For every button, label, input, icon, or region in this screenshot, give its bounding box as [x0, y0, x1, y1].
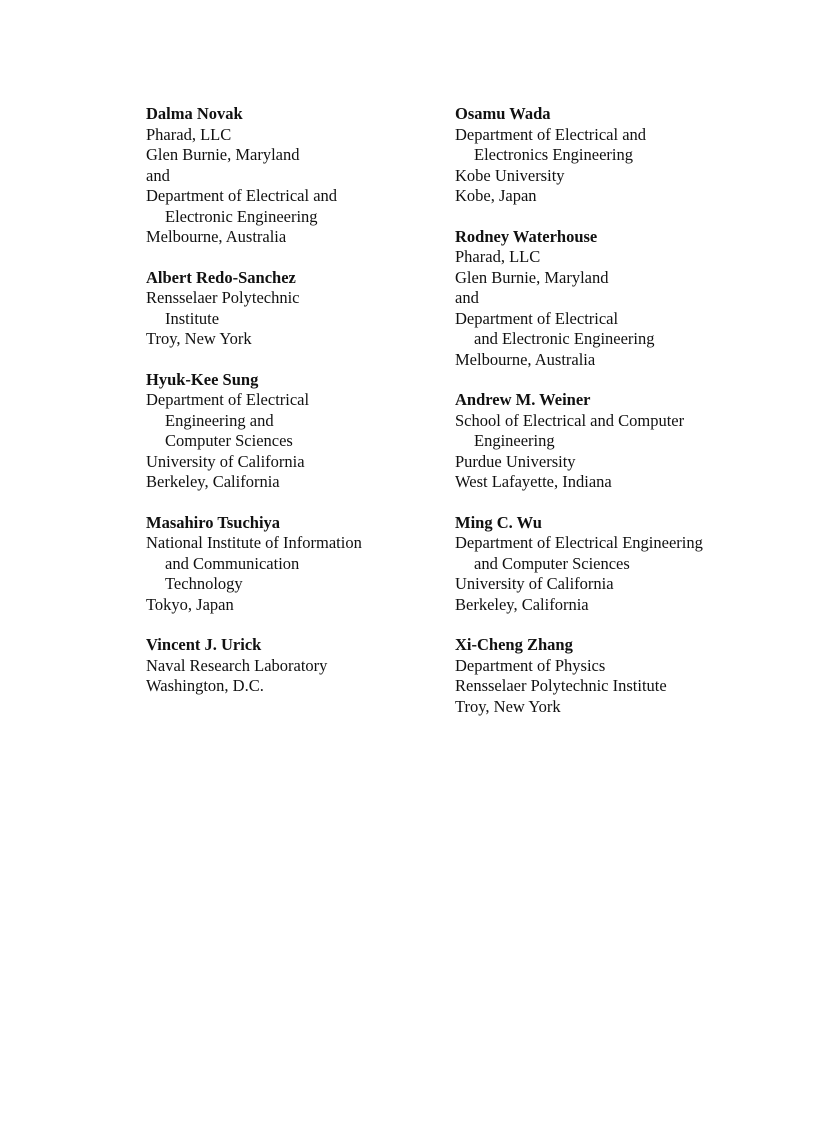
contributor-entry: [455, 104, 765, 207]
affiliation-line: Department of Electrical: [455, 308, 619, 328]
contributor-entry: [146, 268, 456, 350]
affiliation-line: Pharad, LLC: [455, 247, 541, 266]
affiliation-line: Department of Electrical and: [455, 124, 647, 144]
contributor-name: Osamu Wada: [455, 104, 551, 123]
affiliation-line: University of California: [455, 574, 614, 593]
contributor-name: Albert Redo-Sanchez: [146, 267, 296, 287]
affiliation-line: Kobe University: [455, 165, 565, 185]
contributor-entry: [455, 390, 765, 493]
affiliation-line: Berkeley, California: [455, 594, 589, 614]
affiliation-line: Rensselaer Polytechnic Institute: [455, 676, 667, 695]
affiliation-line: Pharad, LLC: [146, 124, 232, 144]
affiliation-line: and: [146, 165, 170, 185]
affiliation-line: Melbourne, Australia: [455, 349, 596, 369]
contributor-entry: [455, 227, 765, 371]
affiliation-line: Naval Research Laboratory: [146, 655, 328, 675]
affiliation-line: Department of Electrical: [146, 390, 310, 409]
affiliation-line: Electronics Engineering: [474, 145, 633, 164]
affiliation-line: and Communication: [165, 553, 300, 573]
contributor-name: Xi-Cheng Zhang: [455, 635, 573, 654]
contributor-name: Vincent J. Urick: [146, 635, 262, 654]
contributor-name: Rodney Waterhouse: [455, 226, 598, 246]
contributor-entry: [146, 370, 456, 493]
affiliation-line: Computer Sciences: [165, 431, 293, 450]
affiliation-line: School of Electrical and Computer: [455, 410, 685, 430]
affiliation-line: Glen Burnie, Maryland: [455, 267, 609, 287]
affiliation-line: Technology: [165, 574, 243, 593]
affiliation-line: Rensselaer Polytechnic: [146, 288, 300, 307]
affiliation-line: Electronic Engineering: [165, 206, 318, 226]
affiliation-line: West Lafayette, Indiana: [455, 472, 612, 491]
right-column: [455, 104, 765, 737]
affiliation-line: Glen Burnie, Maryland: [146, 145, 300, 164]
contributor-name: Masahiro Tsuchiya: [146, 512, 281, 532]
contributor-entry: [455, 635, 765, 717]
affiliation-line: Department of Electrical Engineering: [455, 533, 703, 552]
affiliation-line: and Electronic Engineering: [474, 329, 655, 348]
affiliation-line: Troy, New York: [455, 696, 561, 716]
affiliation-line: Kobe, Japan: [455, 186, 537, 205]
affiliation-line: National Institute of Information: [146, 533, 362, 552]
affiliation-line: Department of Physics: [455, 655, 606, 675]
affiliation-line: Purdue University: [455, 451, 576, 471]
affiliation-line: and: [455, 288, 479, 307]
affiliation-line: Engineering: [474, 431, 555, 450]
contributor-name: Dalma Novak: [146, 104, 243, 123]
affiliation-line: Institute: [165, 308, 220, 328]
contributor-entry: [146, 635, 456, 697]
contributor-name: Hyuk-Kee Sung: [146, 369, 259, 389]
affiliation-line: Tokyo, Japan: [146, 594, 234, 614]
affiliation-line: Troy, New York: [146, 329, 252, 348]
affiliation-line: Engineering and: [165, 410, 274, 430]
affiliation-line: Melbourne, Australia: [146, 227, 287, 246]
contributor-name: Ming C. Wu: [455, 512, 542, 532]
affiliation-line: and Computer Sciences: [474, 553, 630, 573]
affiliation-line: Department of Electrical and: [146, 186, 338, 205]
contributor-entry: [146, 104, 456, 248]
affiliation-line: Berkeley, California: [146, 472, 280, 491]
affiliation-line: Washington, D.C.: [146, 676, 264, 695]
left-column: [146, 104, 456, 717]
contributor-name: Andrew M. Weiner: [455, 390, 591, 409]
contributor-entry: [455, 513, 765, 616]
affiliation-line: University of California: [146, 451, 305, 471]
contributor-entry: [146, 513, 456, 616]
